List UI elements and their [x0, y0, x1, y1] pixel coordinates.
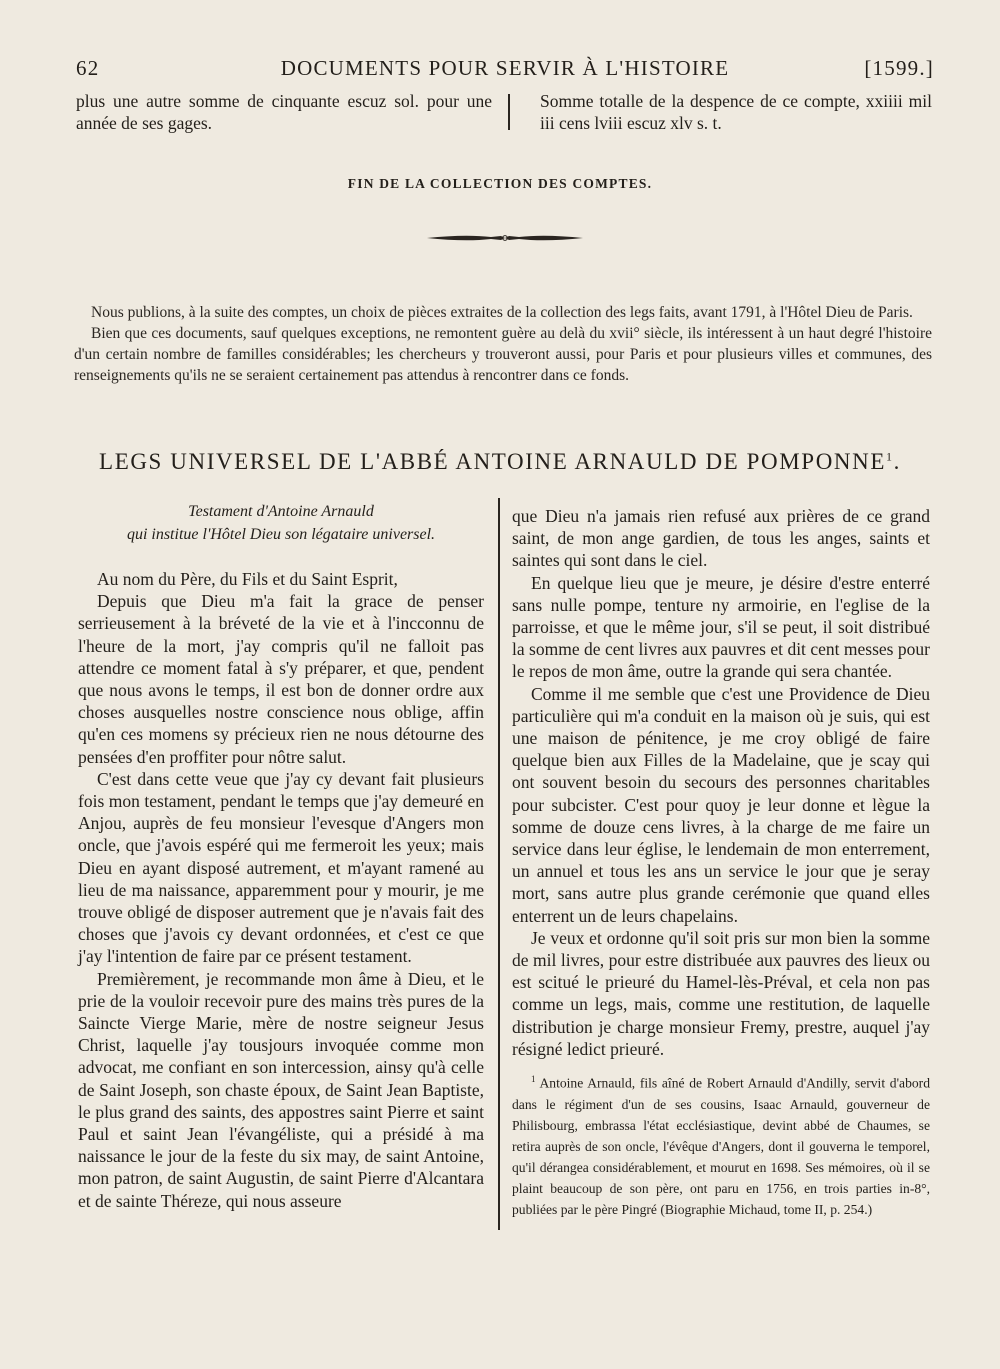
end-of-collection-note: FIN DE LA COLLECTION DES COMPTES.	[347, 176, 653, 191]
right-paragraph-1: En quelque lieu que je meure, je désire d'estre enterré sans nulle pompe, tenture ny armoirie, en l'eglise de la parroisse, et que le même jour, s'il se peut, il soit distribué la somme de cent livres aux pauvres et dit cent messes pour le repos de mon âme, outre la grande qui sera chantée.	[512, 572, 930, 682]
page-number: 62	[76, 56, 100, 80]
running-header	[76, 56, 934, 84]
intro-paragraph-1: Nous publions, à la suite des comptes, un choix de pièces extraites de la collection des legs faits, avant 1791, à l'Hôtel Dieu de Paris.	[91, 304, 913, 321]
left-paragraph-1: Depuis que Dieu m'a fait la grace de penser serrieusement à la bréveté de la vie et à l'incconnu de l'heure de la mort, j'ay compris qu'il ne falloit pas attendre ce moment fatal à s'y préparer, et que, pendent que nous avons le temps, il est bon de donner ordre aux choses ausquelles nostre conscience nous oblige, affin qu'en ces momens sy précieux rien ne nous détourne des pensées d'en proffiter pour nôtre salut.	[78, 591, 484, 767]
intro-paragraph-2: Bien que ces documents, sauf quelques exceptions, ne remontent guère au delà du xvii° siècle, ils intéressent à un haut degré l'histoire d'un certain nombre de familles considérables; les chercheurs y trouveront aussi, pour Paris et pour plusieurs villes et communes, des renseignements qu'ils ne se seraient certainement pas attendus à rencontrer dans ce fonds.	[74, 325, 932, 384]
continuation-right-text: Somme totalle de la despence de ce compte, xxiiii mil iii cens lviii escuz xlv s. t.	[540, 91, 932, 133]
editorial-introduction	[74, 302, 932, 386]
right-paragraph-0: que Dieu n'a jamais rien refusé aux prières de ce grand saint, de mon ange gardien, de tous les anges, saints et saintes qui sont dans le ciel.	[512, 506, 930, 571]
right-paragraph-2: Comme il me semble que c'est une Providence de Dieu particulière qui m'a conduit en la maison où je suis, qui est une maison de pénitence, je me croy obligé de faire quelque bien aux Filles de la Madelaine, que je scay qui ont souvent besoin du secours des personnes charitables pour subcister. C'est pour quoy je leur donne et lègue la somme de douze cens livres, à la charge de me faire un service dans leur église, le lendemain de mon enterrement, un annuel et tous les ans un service le jour que je seray mort, sans autre plus grande cerémonie que quand elles enterrent un de leurs chapelains.	[512, 683, 930, 926]
left-column	[78, 500, 484, 1212]
right-column	[512, 505, 930, 1220]
footnote-mark: 1	[531, 1074, 536, 1085]
section-heading: LEGS UNIVERSEL DE L'ABBÉ ANTOINE ARNAULD DE POMPONNE$^1$.	[99, 449, 901, 474]
running-year: [1599.]	[864, 56, 934, 80]
footnote-text: Antoine Arnauld, fils aîné de Robert Arnauld d'Andilly, servit d'abord dans le régiment d'un de ses cousins, Isaac Arnauld, gouverneur de Philisbourg, embrassa l'état ecclésiastique, devint abbé de Chaumes, se retira auprès de son oncle, l'évêque d'Angers, dont il gouverna le temporel, qu'il dérangea considérablement, et mourut en 1698. Ses mémoires, où il se plaint beaucoup de son père, ont paru en 1756, en trois parties in-8°, publiées par le père Pingré (Biographie Michaud, tome II, p. 254.)	[512, 1075, 931, 1217]
ornament-rule-icon	[425, 232, 585, 244]
continuation-right	[540, 90, 932, 134]
right-paragraph-3: Je veux et ordonne qu'il soit pris sur mon bien la somme de mil livres, pour estre distribuée aux pauvres des lieux ou est scitué le prieuré du Hamel-lès-Préval, et cela non pas comme un legs, mais, comme une restitution, de laquelle distribution je charge monsieur Fremy, prestre, auquel j'ay résigné ledict prieuré.	[512, 927, 930, 1059]
column-rule-main	[498, 498, 500, 1230]
document-caption	[78, 500, 484, 546]
footnote-reference: 1	[885, 449, 894, 464]
caption-line-1: Testament d'Antoine Arnauld	[188, 503, 374, 520]
invocation: Au nom du Père, du Fils et du Saint Esprit,	[97, 569, 398, 589]
left-paragraph-3: Premièrement, je recommande mon âme à Dieu, et le prie de la vouloir recevoir pure des mains très pures de la Saincte Vierge Marie, mère de nostre seigneur Jesus Christ, laquelle j'ay tousjours invoquée comme mon advocat, me confiant en son intercession, ainsy qu'à celle de Saint Joseph, son chaste époux, de Saint Jean Baptiste, le plus grand des saints, des appostres saint Pierre et saint Paul et saint Jean l'évangéliste, qui a présidé à ma naissance le jour de la feste du six may, de saint Antoine, mon patron, de saint Augustin, de saint Pierre d'Alcantara et de sainte Théreze, qui nous asseure	[78, 968, 484, 1211]
column-rule-top	[508, 94, 510, 130]
left-paragraph-2: C'est dans cette veue que j'ay cy devant fait plusieurs fois mon testament, pendant le temps que j'ay demeuré en Anjou, auprès de feu monsieur l'evesque d'Angers mon oncle, que j'avois espéré qui me fermeroit les yeux; mais Dieu en ayant disposé autrement, et m'ayant ramené au lieu de ma naissance, apparemment pour y mourir, je me trouve obligé de disposer autrement que je n'avais fait des choses que j'avois cy devant ordonnées, et c'est ce que j'ay l'intention de faire par ce présent testament.	[78, 768, 484, 967]
section-heading-text: LEGS UNIVERSEL DE L'ABBÉ ANTOINE ARNAULD DE POMPONNE	[99, 449, 886, 474]
footnote	[512, 1069, 930, 1220]
continuation-left	[76, 90, 492, 134]
caption-line-2: qui institue l'Hôtel Dieu son légataire universel.	[126, 526, 436, 543]
running-title: DOCUMENTS POUR SERVIR À L'HISTOIRE	[280, 56, 730, 80]
continuation-left-text: plus une autre somme de cinquante escuz sol. pour une année de ses gages.	[76, 91, 492, 133]
